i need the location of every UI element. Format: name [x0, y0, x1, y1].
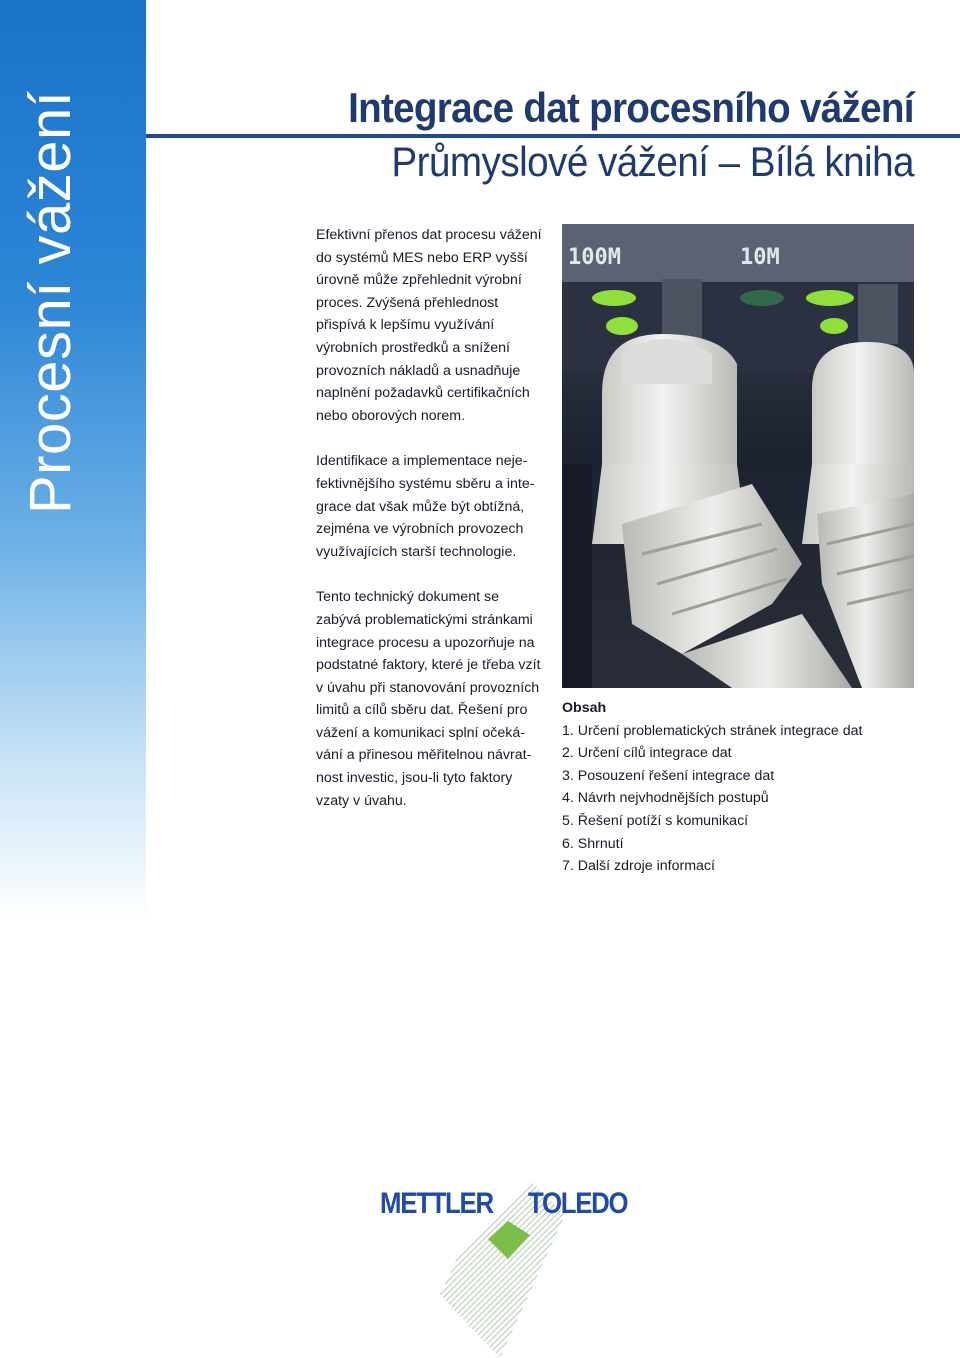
intro-paragraph — [316, 224, 548, 427]
toc-item: 4. Návrh nejvhodnějších postupů — [562, 790, 769, 807]
paragraph-line: výrobních prostředků a snížení — [316, 339, 510, 356]
paragraph-line: fektivnějšího systému sběru a inte- — [316, 475, 535, 492]
mettler-toledo-logo — [380, 1155, 630, 1358]
led-100m-top — [592, 290, 636, 306]
paragraph-line: využívajících starší technologie. — [316, 543, 517, 560]
label-10m: 10M — [740, 245, 780, 270]
paragraph-line: podstatné faktory, které je třeba vzít — [316, 657, 541, 674]
paragraph-line: úrovně může zpřehlednit výrobní — [316, 272, 522, 289]
paragraph-line: Tento technický dokument se — [316, 589, 499, 606]
toc-list — [562, 720, 922, 878]
paragraph-line: limitů a cílů sběru dat. Řešení pro — [316, 702, 528, 719]
toc-item: 3. Posouzení řešení integrace dat — [562, 767, 775, 784]
paragraph-line: proces. Zvýšená přehlednost — [316, 294, 499, 311]
led-10m-left — [740, 290, 784, 306]
paragraph-line: do systémů MES nebo ERP vyšší — [316, 249, 528, 266]
paragraph-line: provozních nákladů a usnadňuje — [316, 362, 521, 379]
ethernet-ports-photo — [562, 224, 914, 688]
paragraph-line: přispívá k lepšímu využívání — [316, 317, 495, 334]
sidebar-band — [0, 0, 146, 1000]
intro-paragraph — [316, 586, 548, 812]
paragraph-line: vání a přinesou měřitelnou návrat- — [316, 747, 532, 764]
toc-item: 6. Shrnutí — [562, 835, 624, 852]
paragraph-line: vážení a komunikaci splní očeká- — [316, 724, 525, 741]
paragraph-line: nebo oborových norem. — [316, 407, 466, 424]
paragraph-line: grace dat však může být obtížná, — [316, 498, 525, 515]
logo-word-left: METTLER — [380, 1187, 493, 1220]
led-10m-right — [806, 290, 854, 306]
intro-paragraph — [316, 450, 548, 563]
toc-item: 2. Určení cílů integrace dat — [562, 745, 732, 762]
intro-text-column — [316, 224, 548, 835]
toc-item: 7. Další zdroje informací — [562, 858, 715, 875]
paragraph-line: integrace procesu a upozorňuje na — [316, 634, 535, 651]
table-of-contents — [562, 697, 922, 878]
logo-hatch-mark — [380, 1155, 630, 1358]
paragraph-line: Identifikace a implementace neje- — [316, 453, 528, 470]
paragraph-line: zabývá problematickými stránkami — [316, 611, 533, 628]
led-10m-bottom — [820, 318, 848, 334]
toc-item: 1. Určení problematických stránek integrace dat — [562, 722, 863, 739]
page-subtitle: Průmyslové vážení – Bílá kniha — [391, 138, 914, 185]
paragraph-line: naplnění požadavků certifikačních — [316, 385, 530, 402]
ethernet-photo-illustration — [562, 224, 914, 688]
logo-word-right: TOLEDO — [528, 1187, 628, 1220]
paragraph-line: zejména ve výrobních provozech — [316, 521, 524, 538]
page-title: Integrace dat procesního vážení — [348, 84, 914, 131]
paragraph-line: nost investic, jsou-li tyto faktory — [316, 770, 513, 787]
toc-heading: Obsah — [562, 700, 607, 716]
toc-item: 5. Řešení potíží s komunikací — [562, 812, 749, 829]
label-100m: 100M — [568, 245, 621, 270]
paragraph-line: v úvahu při stanovování provozních — [316, 679, 540, 696]
paragraph-line: vzaty v úvahu. — [316, 792, 407, 809]
paragraph-line: Efektivní přenos dat procesu vážení — [316, 227, 542, 243]
led-100m-bottom — [606, 317, 638, 335]
sidebar-label: Procesní vážení — [18, 90, 83, 514]
